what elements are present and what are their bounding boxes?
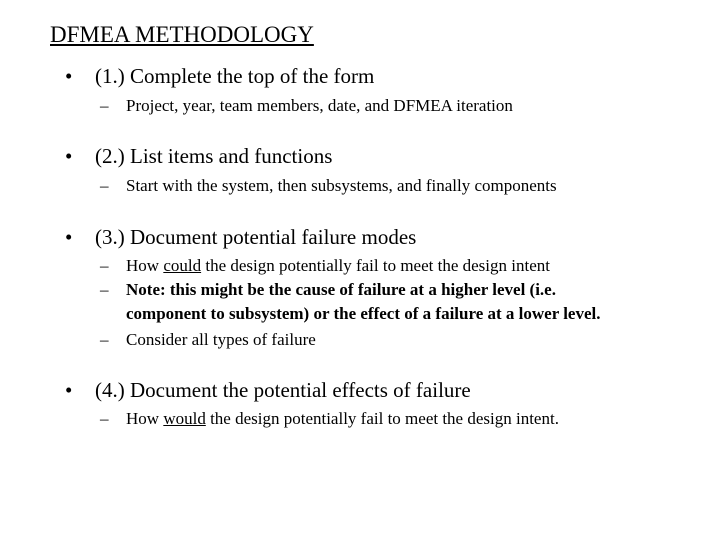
dash-icon: – (100, 280, 109, 299)
bullet-icon: • (65, 64, 73, 88)
bullet-icon: • (65, 225, 73, 249)
text-part: How (126, 409, 164, 428)
bullet-text: (4.) Document the potential effects of failure (95, 378, 471, 402)
dash-icon: – (100, 330, 109, 349)
emphasis-could: could (163, 256, 202, 275)
note-line-2: component to subsystem) or the effect of a failure at a lower level. (126, 304, 601, 323)
text-part: How (126, 256, 164, 275)
dash-icon: – (100, 409, 109, 428)
sub-text: Project, year, team members, date, and DFMEA iteration (126, 96, 513, 115)
sub-text: Start with the system, then subsystems, and finally components (126, 176, 557, 195)
text-part: the design potentially fail to meet the design intent (201, 256, 550, 275)
emphasis-would: would (163, 409, 206, 428)
sub-text: Consider all types of failure (126, 330, 316, 349)
bullet-text: (2.) List items and functions (95, 144, 333, 168)
bullet-text: (1.) Complete the top of the form (95, 64, 375, 88)
bullet-icon: • (65, 144, 73, 168)
slide-title: DFMEA METHODOLOGY (50, 22, 314, 47)
bullet-icon: • (65, 378, 73, 402)
sub-text (126, 410, 559, 427)
bullet-text: (3.) Document potential failure modes (95, 225, 417, 249)
dash-icon: – (100, 96, 109, 115)
text-part: the design potentially fail to meet the design intent. (205, 409, 559, 428)
sub-text (126, 257, 550, 274)
note-line-1: Note: this might be the cause of failure at a higher level (i.e. (126, 280, 556, 299)
dash-icon: – (100, 176, 109, 195)
dash-icon: – (100, 256, 109, 275)
